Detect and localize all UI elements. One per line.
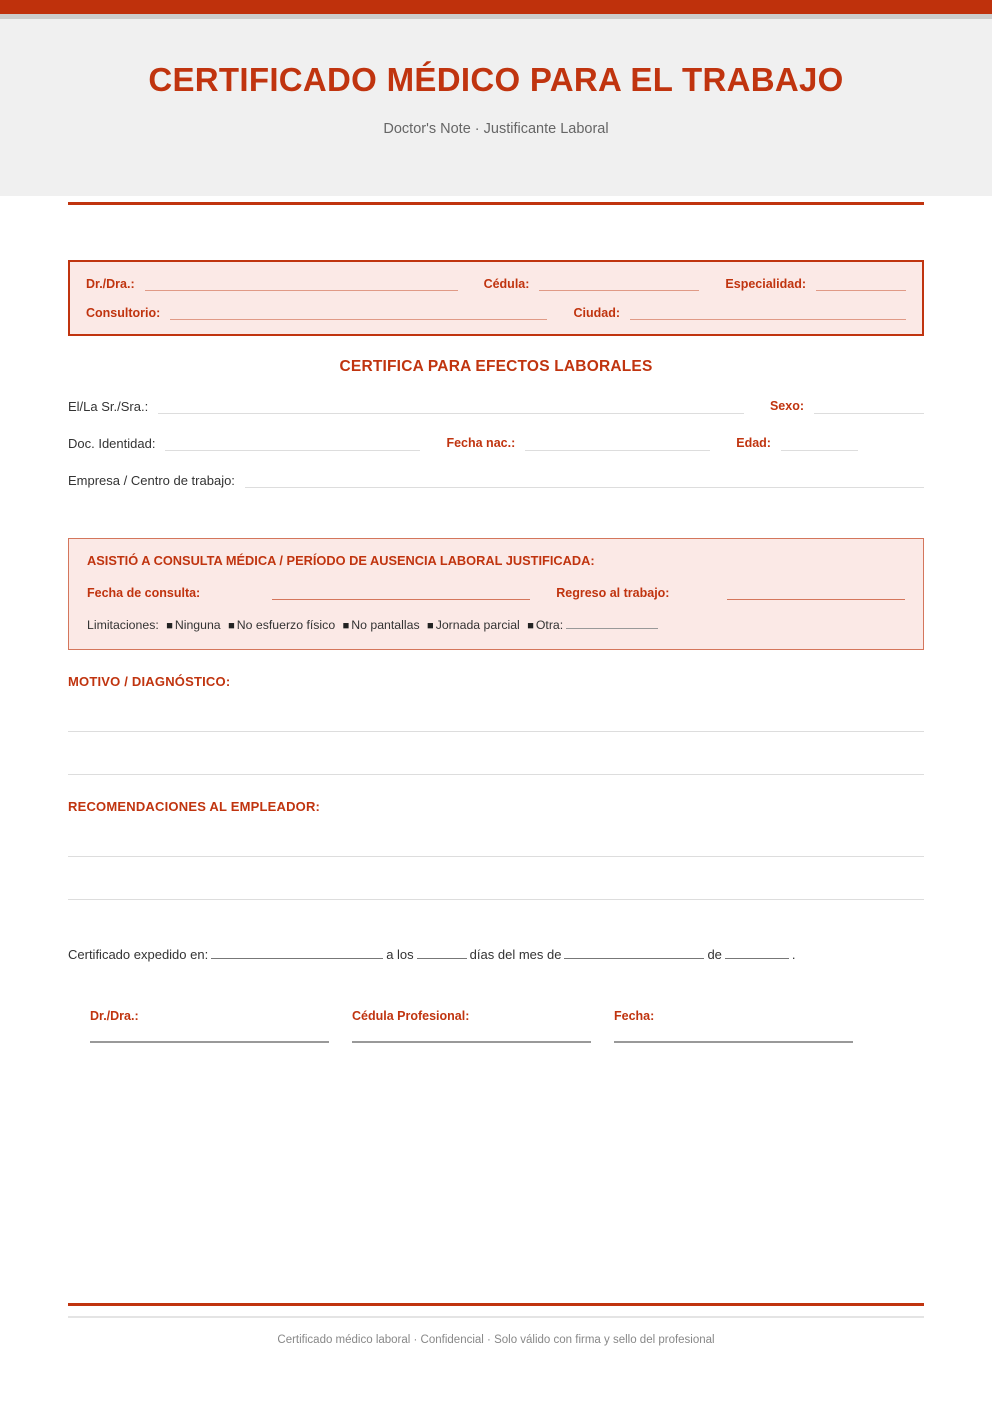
- doctor-cedula-label: Cédula:: [483, 277, 530, 291]
- patient-birth-label: Fecha nac.:: [446, 436, 516, 450]
- top-accent-bar: [0, 0, 992, 14]
- diagnosis-title: MOTIVO / DIAGNÓSTICO:: [68, 674, 231, 689]
- footer-note: Certificado médico laboral · Confidencial · Solo válido con firma y sello del profesional: [277, 1334, 715, 1346]
- otra-text-input[interactable]: [566, 616, 658, 629]
- patient-name-row: [68, 398, 924, 414]
- patient-name-input[interactable]: [158, 398, 744, 414]
- footer-divider-red: [68, 1303, 924, 1306]
- issued-suffix-label: .: [791, 947, 796, 962]
- limitations-row: [87, 616, 905, 634]
- return-to-work-input[interactable]: [727, 585, 905, 600]
- consultation-dates-row: [87, 585, 905, 600]
- patient-doc-input[interactable]: [165, 435, 420, 451]
- document-body: [0, 202, 992, 1043]
- footer-divider-gray: [68, 1316, 924, 1318]
- diagnosis-line-1[interactable]: [68, 697, 924, 732]
- doctor-row-2: [86, 305, 906, 320]
- page-subtitle: Doctor's Note · Justificante Laboral: [383, 120, 609, 137]
- limitations-label: Limitaciones:: [87, 618, 159, 632]
- doctor-especialidad-input[interactable]: [816, 276, 906, 291]
- document-header: [0, 19, 992, 196]
- checkbox-otra-icon[interactable]: ■: [527, 620, 534, 632]
- patient-sexo-input[interactable]: [814, 398, 924, 414]
- ciudad-label: Ciudad:: [573, 306, 620, 320]
- consultation-date-input[interactable]: [272, 585, 530, 600]
- recommendations-section: [68, 799, 924, 900]
- signature-cedula-label: Cédula Profesional:: [352, 1009, 470, 1023]
- issued-mid2-label: días del mes de: [469, 947, 562, 962]
- diagnosis-section: [68, 674, 924, 775]
- patient-age-input[interactable]: [781, 435, 858, 451]
- patient-company-row: [68, 472, 924, 488]
- doctor-especialidad-label: Especialidad:: [725, 277, 806, 291]
- header-divider-rule: [68, 202, 924, 205]
- consultorio-label: Consultorio:: [86, 306, 161, 320]
- issued-year-input[interactable]: [725, 945, 789, 959]
- patient-company-label: Empresa / Centro de trabajo:: [68, 473, 235, 488]
- patient-name-label: El/La Sr./Sra.:: [68, 399, 149, 414]
- recommendations-line-1[interactable]: [68, 822, 924, 857]
- issued-mid3-label: de: [707, 947, 722, 962]
- doctor-name-input[interactable]: [145, 276, 458, 291]
- recommendations-line-2[interactable]: [68, 865, 924, 900]
- signature-doctor-label: Dr./Dra.:: [90, 1009, 139, 1023]
- option-ninguna-label: Ninguna: [174, 618, 221, 632]
- issued-mid1-label: a los: [386, 947, 414, 962]
- option-jornada-parcial-label: Jornada parcial: [435, 618, 520, 632]
- signature-date-label: Fecha:: [614, 1009, 655, 1023]
- issued-prefix-label: Certificado expedido en:: [68, 947, 209, 962]
- signature-doctor-line[interactable]: [90, 1039, 329, 1043]
- option-otra-label: Otra:: [535, 618, 564, 632]
- checkbox-ninguna-icon[interactable]: ■: [166, 620, 173, 632]
- option-no-pantallas-label: No pantallas: [351, 618, 420, 632]
- patient-age-label: Edad:: [736, 436, 771, 450]
- issued-statement: [68, 945, 924, 964]
- doctor-cedula-input[interactable]: [539, 276, 699, 291]
- patient-birth-input[interactable]: [525, 435, 710, 451]
- checkbox-no-esfuerzo-fisico-icon[interactable]: ■: [228, 620, 235, 632]
- signature-cedula-block: [352, 1009, 614, 1043]
- issued-place-input[interactable]: [211, 945, 383, 959]
- patient-doc-label: Doc. Identidad:: [68, 436, 156, 451]
- option-no-esfuerzo-fisico-label: No esfuerzo físico: [236, 618, 336, 632]
- consultation-date-label: Fecha de consulta:: [87, 586, 201, 600]
- return-to-work-label: Regreso al trabajo:: [556, 586, 670, 600]
- doctor-name-label: Dr./Dra.:: [86, 277, 135, 291]
- patient-sexo-label: Sexo:: [769, 399, 804, 413]
- recommendations-title: RECOMENDACIONES AL EMPLEADOR:: [68, 799, 321, 814]
- checkbox-no-pantallas-icon[interactable]: ■: [342, 620, 350, 632]
- signature-cedula-line[interactable]: [352, 1039, 591, 1043]
- checkbox-jornada-parcial-icon[interactable]: ■: [427, 620, 434, 632]
- signature-doctor-block: [90, 1009, 352, 1043]
- document-footer: [68, 1303, 924, 1346]
- diagnosis-line-2[interactable]: [68, 740, 924, 775]
- signature-date-line[interactable]: [614, 1039, 853, 1043]
- patient-info-block: [68, 398, 924, 488]
- consultorio-input[interactable]: [170, 305, 547, 320]
- consultation-box-title: ASISTIÓ A CONSULTA MÉDICA / PERÍODO DE AUSENCIA LABORAL JUSTIFICADA:: [87, 553, 595, 568]
- issued-day-input[interactable]: [417, 945, 467, 959]
- patient-doc-row: [68, 435, 924, 451]
- doctor-info-box: [68, 260, 924, 336]
- issued-month-input[interactable]: [564, 945, 704, 959]
- consultation-absence-box: [68, 538, 924, 650]
- patient-company-input[interactable]: [245, 472, 924, 488]
- signature-date-block: [614, 1009, 876, 1043]
- signature-area: [68, 1009, 924, 1043]
- page-title: CERTIFICADO MÉDICO PARA EL TRABAJO: [148, 61, 844, 98]
- certify-section-title: CERTIFICA PARA EFECTOS LABORALES: [339, 358, 653, 375]
- doctor-row-1: [86, 276, 906, 291]
- ciudad-input[interactable]: [630, 305, 906, 320]
